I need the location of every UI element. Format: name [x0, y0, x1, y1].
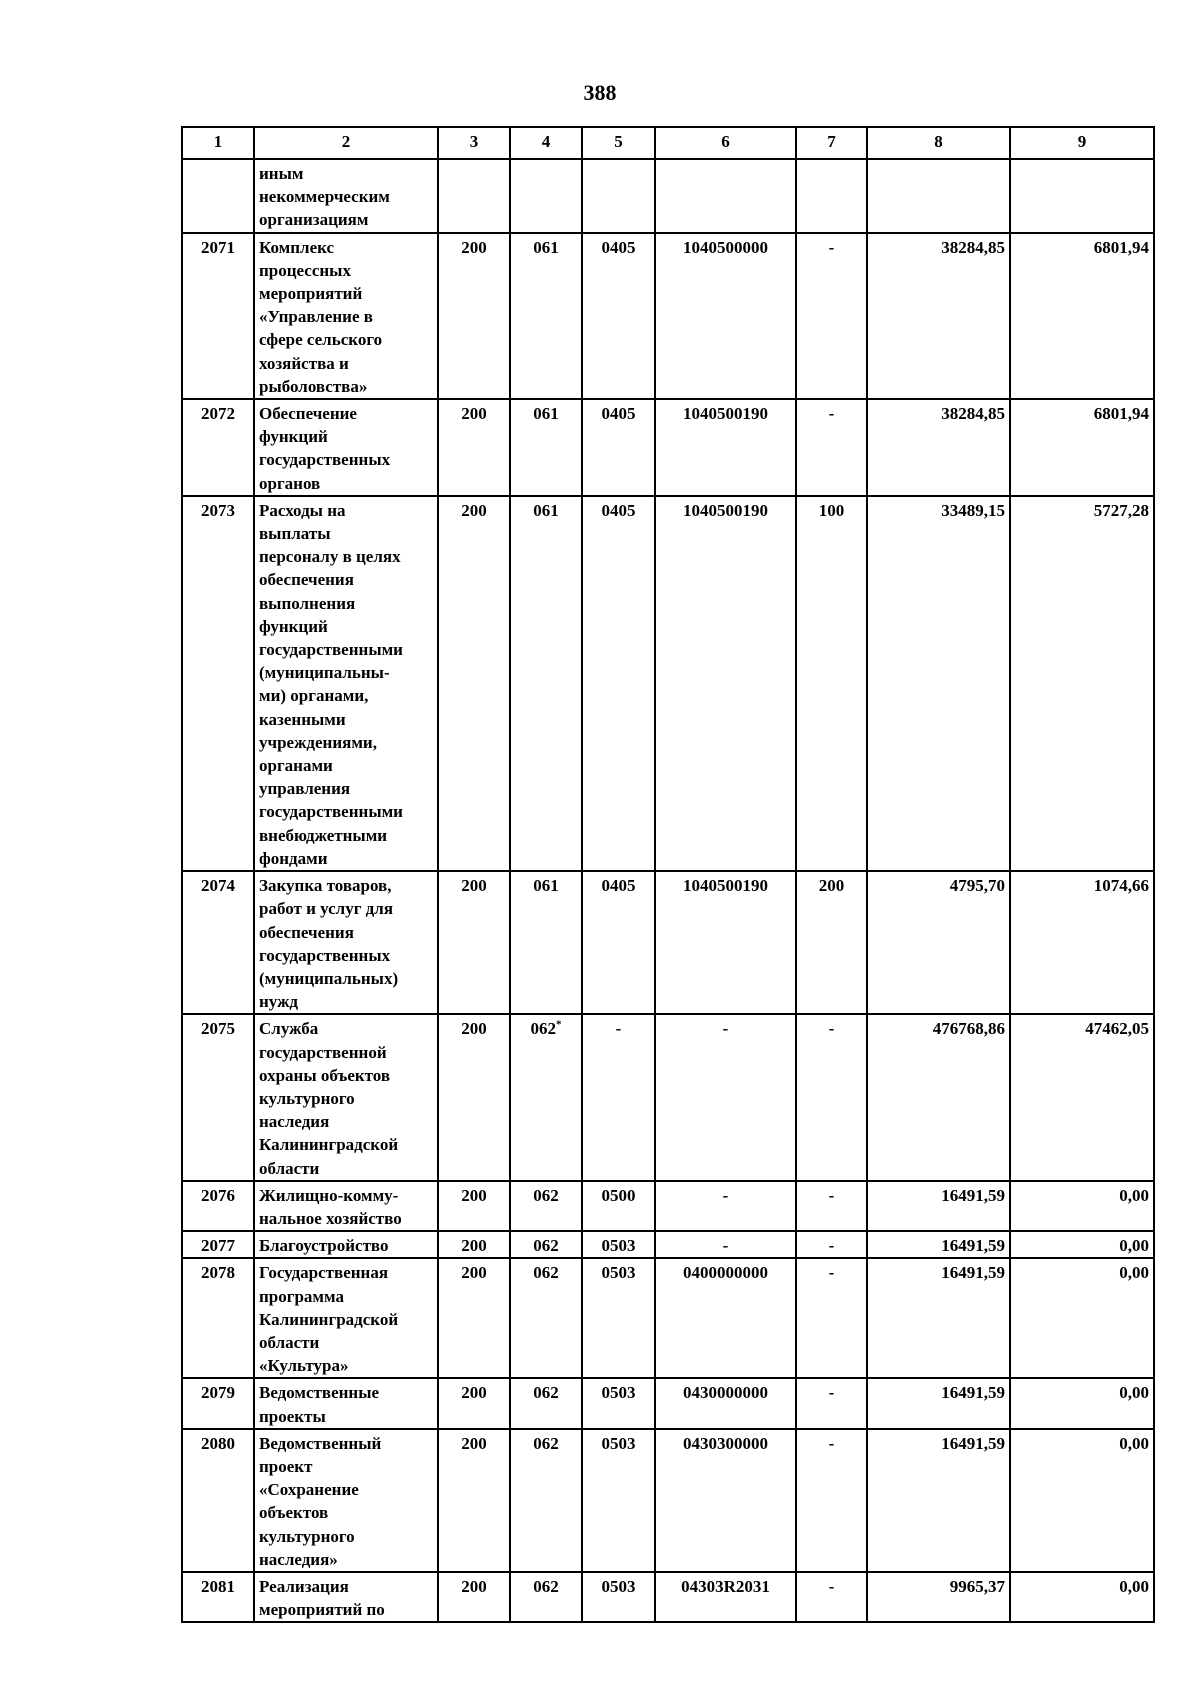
row-number	[182, 1258, 254, 1378]
table-row	[182, 1181, 1154, 1231]
item-name-text: Служба государственной охраны объектов культурного наследия Калининградской области	[259, 1019, 399, 1178]
col9-amount-text: 47462,05	[1085, 1019, 1149, 1039]
col5-value	[582, 1231, 655, 1258]
col3-value	[438, 496, 510, 871]
col3-value-text: 200	[461, 1236, 487, 1256]
col6-value-text: 04303R2031	[681, 1576, 770, 1596]
col9-amount	[1010, 233, 1154, 399]
col7-value	[796, 1378, 867, 1428]
col3-value	[438, 1014, 510, 1180]
col9-amount	[1010, 1429, 1154, 1572]
col4-value-text: 061	[533, 500, 559, 520]
col5-value-text: 0503	[601, 1433, 636, 1453]
col5-value-text: 0500	[601, 1185, 636, 1205]
col5-value	[582, 399, 655, 496]
col6-value	[655, 399, 796, 496]
col8-amount	[867, 496, 1010, 871]
col7-value-text: 100	[818, 500, 845, 520]
col4-value-text: 061	[533, 876, 559, 896]
col8-amount-text: 16491,59	[941, 1433, 1005, 1453]
col7-value	[796, 496, 867, 871]
col3-value-text: 200	[461, 1019, 487, 1039]
col3-value-text: 200	[461, 1263, 487, 1283]
row-number	[182, 1429, 254, 1572]
item-name	[254, 496, 438, 871]
col6-value	[655, 496, 796, 871]
col6-value-text: 1040500190	[683, 404, 768, 424]
column-header-9: 9	[1010, 127, 1154, 159]
col4-value-text: 062	[533, 1576, 559, 1596]
col7-value-text: -	[828, 1019, 835, 1039]
col4-value-text: 062	[530, 1019, 556, 1039]
col3-value	[438, 159, 510, 233]
col5-value	[582, 233, 655, 399]
col5-value	[582, 1378, 655, 1428]
item-name	[254, 1378, 438, 1428]
row-number-text: 2074	[201, 876, 235, 896]
col3-value-text: 200	[461, 500, 487, 520]
col4-value	[510, 1429, 582, 1572]
col3-value-text: 200	[461, 1185, 487, 1205]
table-header-row	[182, 127, 1154, 159]
col8-amount	[867, 1258, 1010, 1378]
col5-value	[582, 1572, 655, 1622]
col6-value-text: 1040500190	[683, 876, 768, 896]
col5-value-text: -	[615, 1019, 622, 1039]
row-number-text: 2080	[201, 1433, 235, 1453]
item-name	[254, 159, 438, 233]
col6-value-text: -	[722, 1236, 729, 1256]
col4-value-text: 062	[533, 1185, 559, 1205]
col6-value	[655, 1572, 796, 1622]
table-row	[182, 1258, 1154, 1378]
col9-amount-text: 6801,94	[1093, 404, 1149, 424]
col8-amount-text: 38284,85	[941, 404, 1005, 424]
item-name	[254, 1181, 438, 1231]
table-row	[182, 1231, 1154, 1258]
col8-amount-text: 9965,37	[949, 1576, 1005, 1596]
row-number-text: 2077	[201, 1236, 235, 1256]
col9-amount	[1010, 1231, 1154, 1258]
col7-value	[796, 1258, 867, 1378]
col9-amount-text: 0,00	[1119, 1576, 1149, 1596]
col8-amount	[867, 399, 1010, 496]
col7-value-text: -	[828, 404, 835, 424]
col8-amount	[867, 1231, 1010, 1258]
col5-value	[582, 159, 655, 233]
col9-amount	[1010, 1572, 1154, 1622]
col8-amount-text: 38284,85	[941, 237, 1005, 257]
col8-amount	[867, 159, 1010, 233]
col4-value	[510, 871, 582, 1014]
col4-value	[510, 1572, 582, 1622]
col5-value	[582, 1258, 655, 1378]
column-header-2: 2	[254, 127, 438, 159]
col9-amount	[1010, 1378, 1154, 1428]
col3-value-text: 200	[461, 1576, 487, 1596]
row-number	[182, 1231, 254, 1258]
row-number-text: 2071	[201, 237, 235, 257]
row-number	[182, 1572, 254, 1622]
col7-value-text: -	[828, 1433, 835, 1453]
col3-value	[438, 1429, 510, 1572]
col7-value	[796, 1429, 867, 1572]
col9-amount-text: 0,00	[1119, 1263, 1149, 1283]
col8-amount-text: 16491,59	[941, 1236, 1005, 1256]
col9-amount	[1010, 399, 1154, 496]
col6-value	[655, 1014, 796, 1180]
table-row	[182, 399, 1154, 496]
item-name	[254, 1572, 438, 1622]
col3-value	[438, 1378, 510, 1428]
col8-amount-text: 16491,59	[941, 1185, 1005, 1205]
col6-value	[655, 1181, 796, 1231]
budget-table	[181, 126, 1155, 1623]
item-name	[254, 1258, 438, 1378]
col5-value-text: 0503	[601, 1236, 636, 1256]
col4-value	[510, 496, 582, 871]
col6-value-text: 0430000000	[683, 1383, 768, 1403]
col3-value-text: 200	[461, 1433, 487, 1453]
item-name-text: Государственная программа Калининградской области «Культура»	[259, 1263, 399, 1376]
col6-value	[655, 1258, 796, 1378]
row-number	[182, 871, 254, 1014]
col9-amount-text: 0,00	[1119, 1185, 1149, 1205]
col7-value-text: -	[828, 237, 835, 257]
col4-value-text: 061	[533, 404, 559, 424]
column-header-3: 3	[438, 127, 510, 159]
col8-amount-text: 33489,15	[941, 500, 1005, 520]
table-row	[182, 496, 1154, 871]
col6-value-text: 0430300000	[683, 1433, 768, 1453]
col4-value	[510, 1014, 582, 1180]
table-row	[182, 233, 1154, 399]
col3-value	[438, 1258, 510, 1378]
col8-amount-text: 4795,70	[949, 876, 1005, 896]
col7-value	[796, 399, 867, 496]
col6-value	[655, 233, 796, 399]
col8-amount	[867, 1014, 1010, 1180]
row-number-text: 2076	[201, 1185, 235, 1205]
row-number-text: 2075	[201, 1019, 235, 1039]
col7-value	[796, 1181, 867, 1231]
col6-value-text: -	[722, 1185, 729, 1205]
col7-value	[796, 1014, 867, 1180]
row-number	[182, 399, 254, 496]
table-row	[182, 159, 1154, 233]
col6-value	[655, 1429, 796, 1572]
col4-value	[510, 1378, 582, 1428]
col7-value-text: -	[828, 1576, 835, 1596]
col5-value-text: 0405	[601, 500, 636, 520]
row-number-text: 2078	[201, 1263, 235, 1283]
item-name	[254, 1429, 438, 1572]
col3-value	[438, 233, 510, 399]
col5-value-text: 0405	[601, 237, 636, 257]
item-name-text: Жилищно-комму- нальное хозяйство	[259, 1185, 402, 1228]
col3-value-text: 200	[461, 876, 487, 896]
col5-value	[582, 871, 655, 1014]
col5-value-text: 0503	[601, 1383, 636, 1403]
col3-value	[438, 1181, 510, 1231]
item-name	[254, 1014, 438, 1180]
col3-value-text: 200	[461, 404, 487, 424]
col9-amount	[1010, 1258, 1154, 1378]
col7-value-text: 200	[818, 876, 845, 896]
column-header-7: 7	[796, 127, 867, 159]
col7-value-text: -	[828, 1185, 835, 1205]
col3-value	[438, 1231, 510, 1258]
row-number-text: 2073	[201, 500, 235, 520]
row-number-text: 2079	[201, 1383, 235, 1403]
item-name-text: Расходы на выплаты персоналу в целях обеспечения выполнения функций государственными (муниципальны- ми) органами, казенными учреждениями, органами управления государственными внебюджетными фондами	[259, 500, 403, 868]
col4-value	[510, 1181, 582, 1231]
col5-value-text: 0503	[601, 1576, 636, 1596]
column-header-6: 6	[655, 127, 796, 159]
col7-value-text: -	[828, 1236, 835, 1256]
col3-value-text: 200	[461, 237, 487, 257]
row-number-text: 2081	[201, 1576, 235, 1596]
item-name-text: Реализация мероприятий по	[259, 1576, 385, 1620]
col9-amount	[1010, 159, 1154, 233]
col5-value-text: 0405	[601, 404, 636, 424]
col8-amount-text: 16491,59	[941, 1263, 1005, 1283]
col9-amount	[1010, 1181, 1154, 1231]
col7-value-text: -	[828, 1383, 835, 1403]
col4-value	[510, 1231, 582, 1258]
col6-value-text: 0400000000	[683, 1263, 768, 1283]
col8-amount-text: 476768,86	[932, 1019, 1005, 1039]
col5-value-text: 0503	[601, 1263, 636, 1283]
table-body	[182, 159, 1154, 1622]
table-row	[182, 871, 1154, 1014]
col6-value-text: 1040500190	[683, 500, 768, 520]
col4-value-text: 062	[533, 1433, 559, 1453]
table-row	[182, 1572, 1154, 1622]
table-row	[182, 1378, 1154, 1428]
item-name-text: Ведомственный проект «Сохранение объектов культурного наследия»	[259, 1433, 382, 1569]
item-name	[254, 399, 438, 496]
col3-value	[438, 399, 510, 496]
col7-value	[796, 1572, 867, 1622]
col9-amount-text: 5727,28	[1093, 500, 1149, 520]
col4-value	[510, 159, 582, 233]
column-header-4: 4	[510, 127, 582, 159]
table-row	[182, 1014, 1154, 1180]
table-row	[182, 1429, 1154, 1572]
col9-amount	[1010, 1014, 1154, 1180]
col5-value	[582, 496, 655, 871]
col8-amount	[867, 1181, 1010, 1231]
col8-amount-text: 16491,59	[941, 1383, 1005, 1403]
item-name-text: иным некоммерческим организациям	[259, 164, 390, 230]
col4-value-text: 062	[533, 1383, 559, 1403]
col4-value	[510, 399, 582, 496]
row-number	[182, 1181, 254, 1231]
item-name	[254, 233, 438, 399]
item-name-text: Обеспечение функций государственных органов	[259, 404, 391, 493]
col5-value	[582, 1181, 655, 1231]
item-name	[254, 1231, 438, 1258]
col9-amount-text: 0,00	[1119, 1236, 1149, 1256]
col9-amount-text: 1074,66	[1093, 876, 1149, 896]
col7-value	[796, 233, 867, 399]
col9-amount	[1010, 871, 1154, 1014]
item-name	[254, 871, 438, 1014]
col3-value	[438, 1572, 510, 1622]
col9-amount	[1010, 496, 1154, 871]
col9-amount-text: 6801,94	[1093, 237, 1149, 257]
row-number-text: 2072	[201, 404, 235, 424]
col6-value	[655, 1378, 796, 1428]
col4-value	[510, 1258, 582, 1378]
col3-value-text: 200	[461, 1383, 487, 1403]
row-number	[182, 1014, 254, 1180]
col9-amount-text: 0,00	[1119, 1433, 1149, 1453]
col6-value-text: 1040500000	[683, 237, 768, 257]
col4-value-text: 062	[533, 1263, 559, 1283]
col6-value-text: -	[722, 1019, 729, 1039]
col7-value	[796, 1231, 867, 1258]
col8-amount	[867, 871, 1010, 1014]
item-name-text: Благоустройство	[259, 1236, 389, 1256]
row-number	[182, 159, 254, 233]
page-number: 388	[583, 80, 617, 105]
col6-value	[655, 1231, 796, 1258]
column-header-1: 1	[182, 127, 254, 159]
col8-amount	[867, 1429, 1010, 1572]
col6-value	[655, 159, 796, 233]
col4-value-text: 061	[533, 237, 559, 257]
item-name-text: Комплекс процессных мероприятий «Управление в сфере сельского хозяйства и рыболовства»	[259, 237, 383, 396]
col5-value	[582, 1429, 655, 1572]
column-header-8: 8	[867, 127, 1010, 159]
col6-value	[655, 871, 796, 1014]
item-name-text: Закупка товаров, работ и услуг для обеспечения государственных (муниципальных) нужд	[259, 876, 399, 1012]
col7-value-text: -	[828, 1263, 835, 1283]
row-number	[182, 496, 254, 871]
row-number	[182, 1378, 254, 1428]
col3-value	[438, 871, 510, 1014]
col8-amount	[867, 1378, 1010, 1428]
col7-value	[796, 159, 867, 233]
item-name-text: Ведомственные проекты	[259, 1383, 380, 1426]
row-number	[182, 233, 254, 399]
col9-amount-text: 0,00	[1119, 1383, 1149, 1403]
column-header-5: 5	[582, 127, 655, 159]
footnote-mark: *	[556, 1018, 562, 1031]
col8-amount	[867, 233, 1010, 399]
col4-value	[510, 233, 582, 399]
col4-value-text: 062	[533, 1236, 559, 1256]
col5-value	[582, 1014, 655, 1180]
col7-value	[796, 871, 867, 1014]
col8-amount	[867, 1572, 1010, 1622]
col5-value-text: 0405	[601, 876, 636, 896]
